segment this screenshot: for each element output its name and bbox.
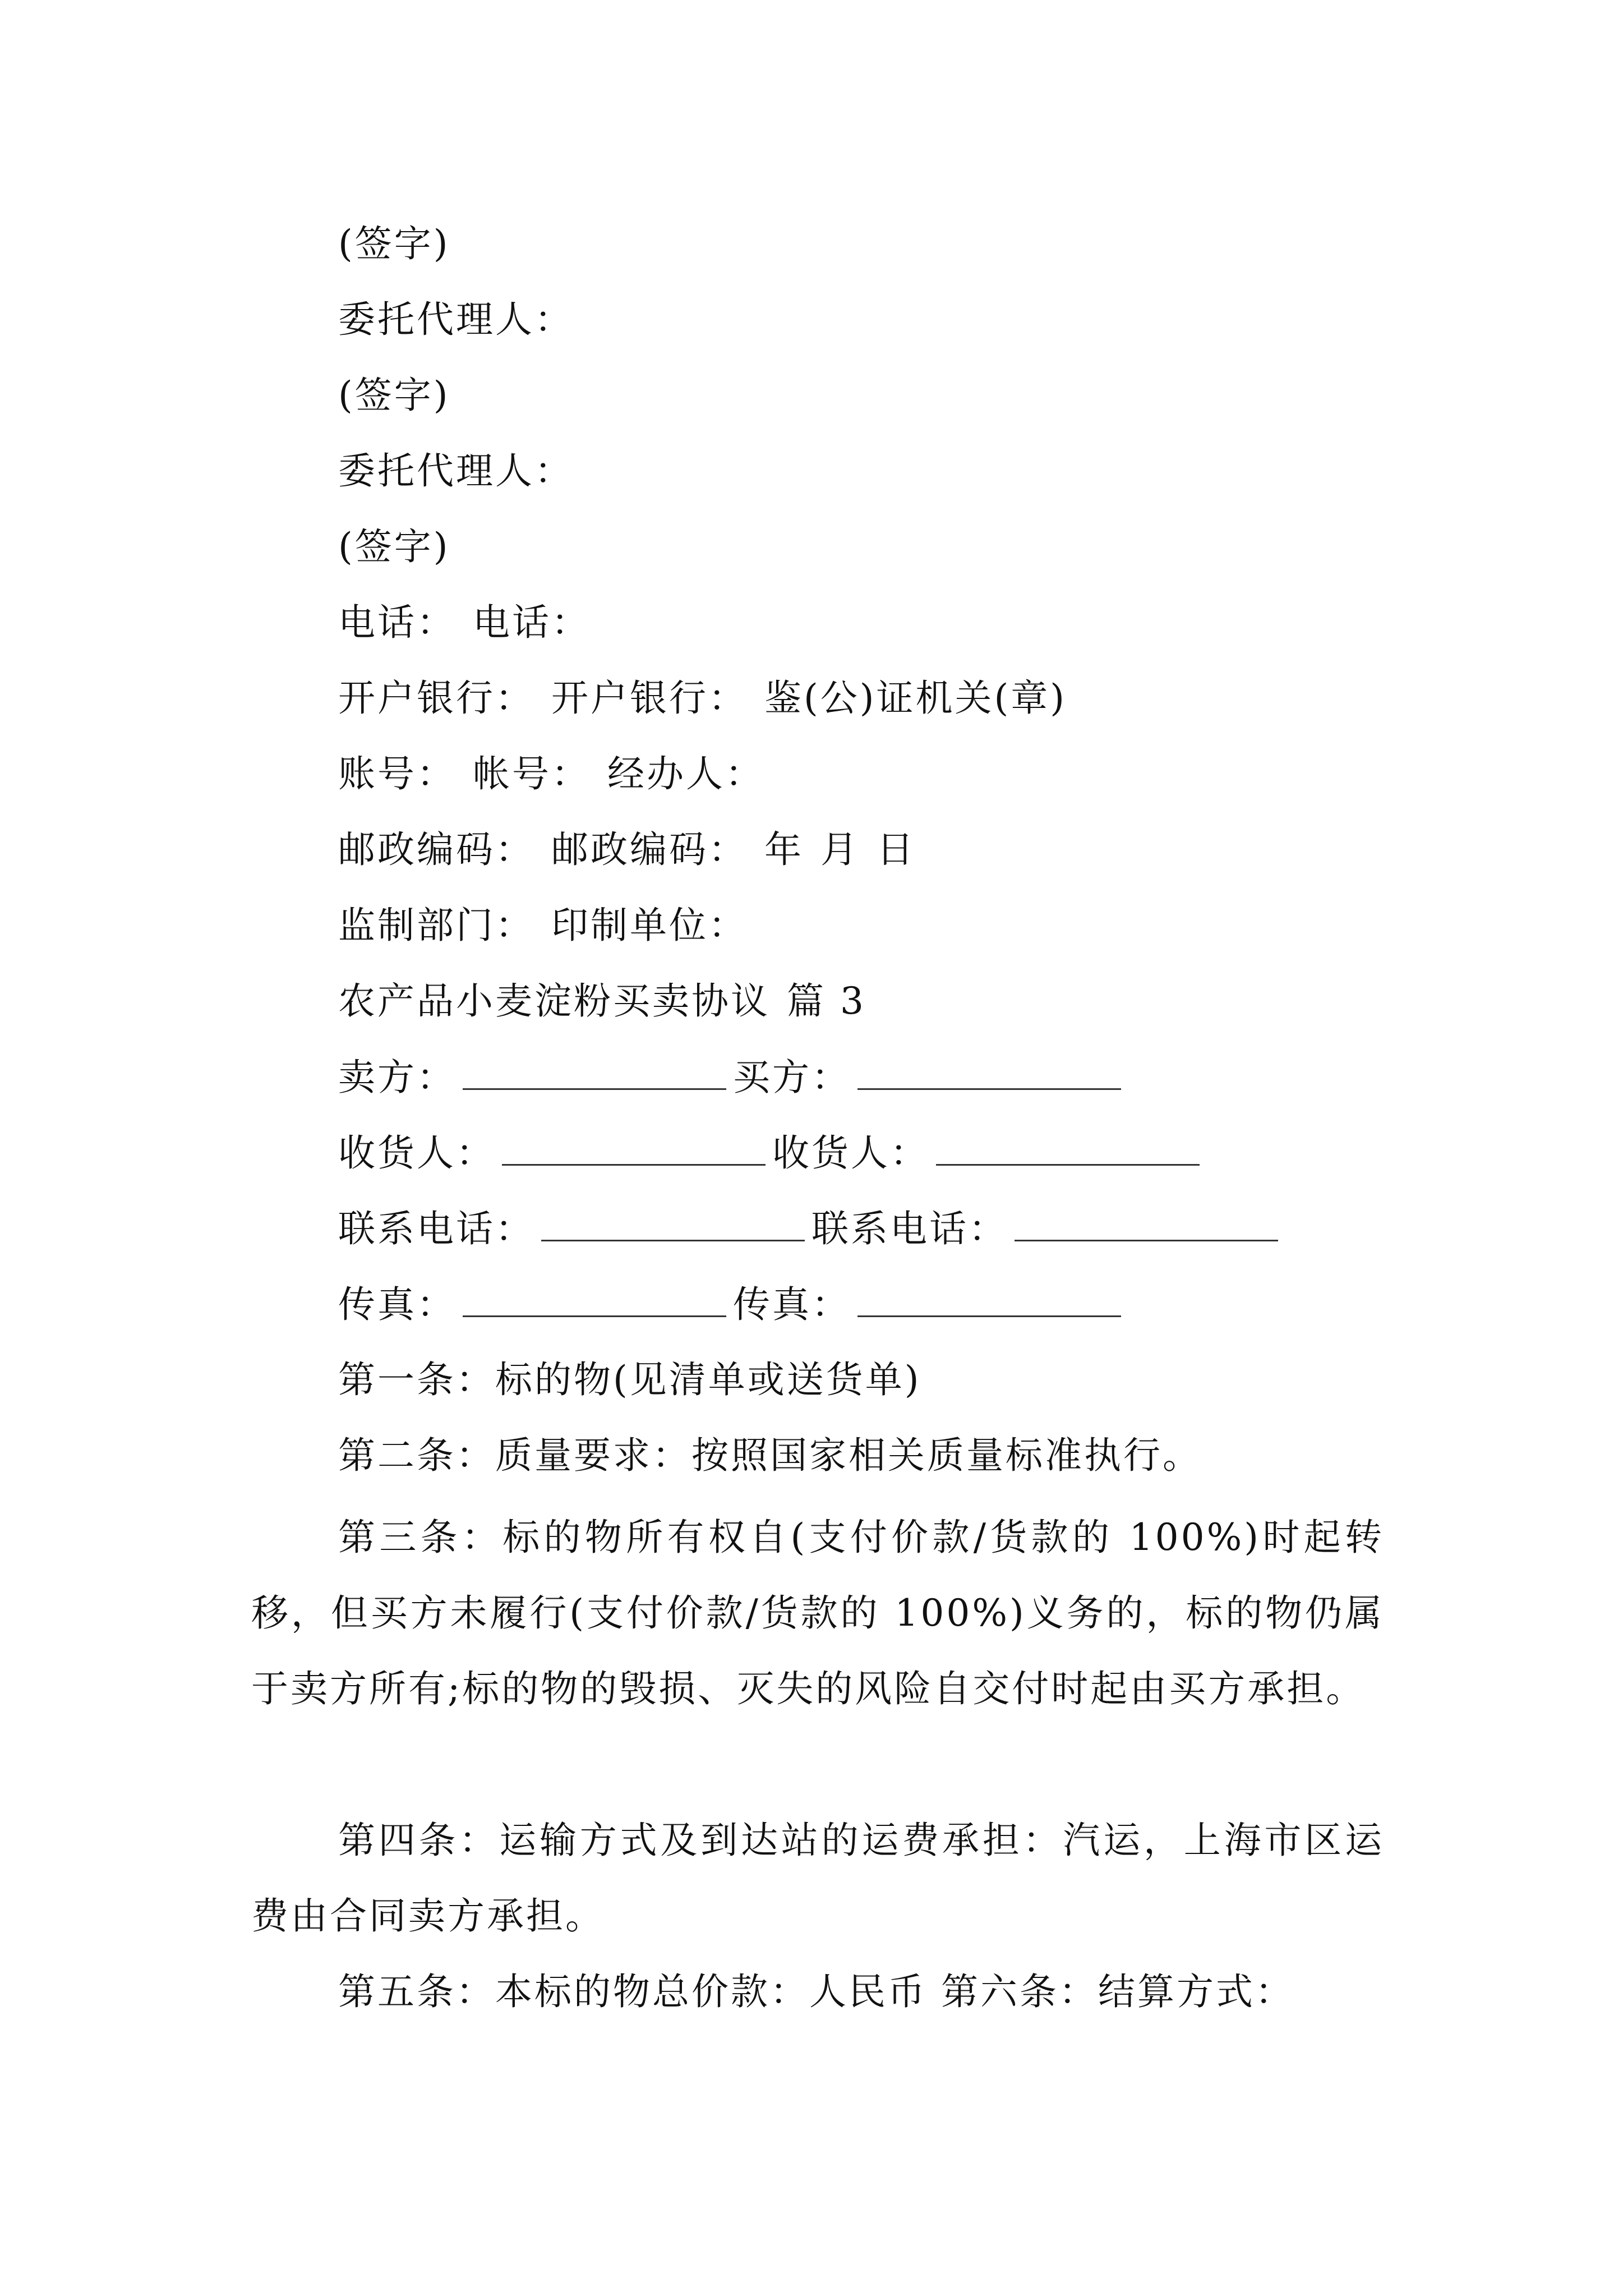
seller-label: 卖方： bbox=[338, 1056, 456, 1099]
account-label-b: 帐号： bbox=[473, 752, 591, 795]
seller-field[interactable] bbox=[463, 1055, 726, 1090]
signature-note bbox=[338, 222, 450, 266]
phone-label-b: 电话： bbox=[473, 601, 591, 644]
consignee-field-b[interactable] bbox=[936, 1130, 1200, 1166]
tel-label-b: 联系电话： bbox=[811, 1207, 1008, 1250]
postcode-label-b: 邮政编码： bbox=[551, 828, 748, 871]
agreement-title: 农产品小麦淀粉买卖协议 bbox=[338, 979, 770, 1023]
consignee-line bbox=[338, 1130, 1206, 1176]
buyer-label: 买方： bbox=[733, 1056, 851, 1099]
article-3: 第三条：标的物所有权自(支付价款/货款的 100%)时起转移，但买方未履行(支付价款/货款的 100%)义务的，标的物仍属于卖方所有;标的物的毁损、灭失的风险自交付时起由买方承担。 bbox=[251, 1516, 1384, 1710]
signature-note bbox=[338, 373, 450, 418]
buyer-field[interactable] bbox=[857, 1055, 1121, 1090]
fax-field-b[interactable] bbox=[857, 1282, 1121, 1317]
agent-label: 委托代理人： bbox=[338, 298, 574, 341]
supervise-label: 监制部门： bbox=[338, 904, 534, 947]
account-line bbox=[338, 752, 764, 797]
agent-line bbox=[338, 297, 574, 342]
article-2 bbox=[338, 1433, 1202, 1478]
signature-note bbox=[338, 524, 450, 569]
month-label: 月 bbox=[820, 828, 860, 871]
tel-label-a: 联系电话： bbox=[338, 1207, 534, 1250]
notary-label: 鉴(公)证机关(章) bbox=[764, 677, 1067, 720]
consignee-field-a[interactable] bbox=[502, 1130, 766, 1166]
postcode-line bbox=[338, 827, 916, 872]
phone-line bbox=[338, 600, 591, 645]
signature-text: (签字) bbox=[338, 374, 450, 417]
article-1-text: 第一条：标的物(见清单或送货单) bbox=[338, 1358, 921, 1401]
bank-line bbox=[338, 676, 1067, 721]
bank-label-a: 开户银行： bbox=[338, 677, 534, 720]
fax-label-b: 传真： bbox=[733, 1283, 851, 1326]
bank-label-b: 开户银行： bbox=[551, 677, 748, 720]
article-1 bbox=[338, 1358, 921, 1402]
fax-field-a[interactable] bbox=[463, 1282, 726, 1317]
contact-phone-line bbox=[338, 1206, 1285, 1251]
fax-line bbox=[338, 1282, 1128, 1327]
fax-label-a: 传真： bbox=[338, 1283, 456, 1326]
article-4: 第四条：运输方式及到达站的运费承担：汽运，上海市区运费由合同卖方承担。 bbox=[251, 1819, 1384, 1938]
phone-label-a: 电话： bbox=[338, 601, 456, 644]
handler-label: 经办人： bbox=[607, 752, 764, 795]
consignee-label-b: 收货人： bbox=[772, 1131, 929, 1175]
year-label: 年 bbox=[764, 828, 804, 871]
day-label: 日 bbox=[877, 828, 916, 871]
printer-label: 印制单位： bbox=[551, 904, 748, 947]
signature-text: (签字) bbox=[338, 222, 450, 265]
section-title bbox=[338, 979, 866, 1024]
account-label-a: 账号： bbox=[338, 752, 456, 795]
supervision-line bbox=[338, 903, 748, 948]
agent-line bbox=[338, 449, 574, 494]
article-5: 第五条：本标的物总价款：人民币 第六条：结算方式： bbox=[338, 1970, 1294, 2013]
consignee-label-a: 收货人： bbox=[338, 1131, 495, 1175]
agreement-part: 篇 3 bbox=[787, 979, 866, 1023]
tel-field-b[interactable] bbox=[1015, 1206, 1278, 1241]
postcode-label-a: 邮政编码： bbox=[338, 828, 534, 871]
agent-label: 委托代理人： bbox=[338, 449, 574, 493]
seller-buyer-line bbox=[338, 1055, 1128, 1100]
signature-text: (签字) bbox=[338, 525, 450, 568]
tel-field-a[interactable] bbox=[541, 1206, 805, 1241]
article-2-text: 第二条：质量要求：按照国家相关质量标准执行。 bbox=[338, 1434, 1202, 1477]
